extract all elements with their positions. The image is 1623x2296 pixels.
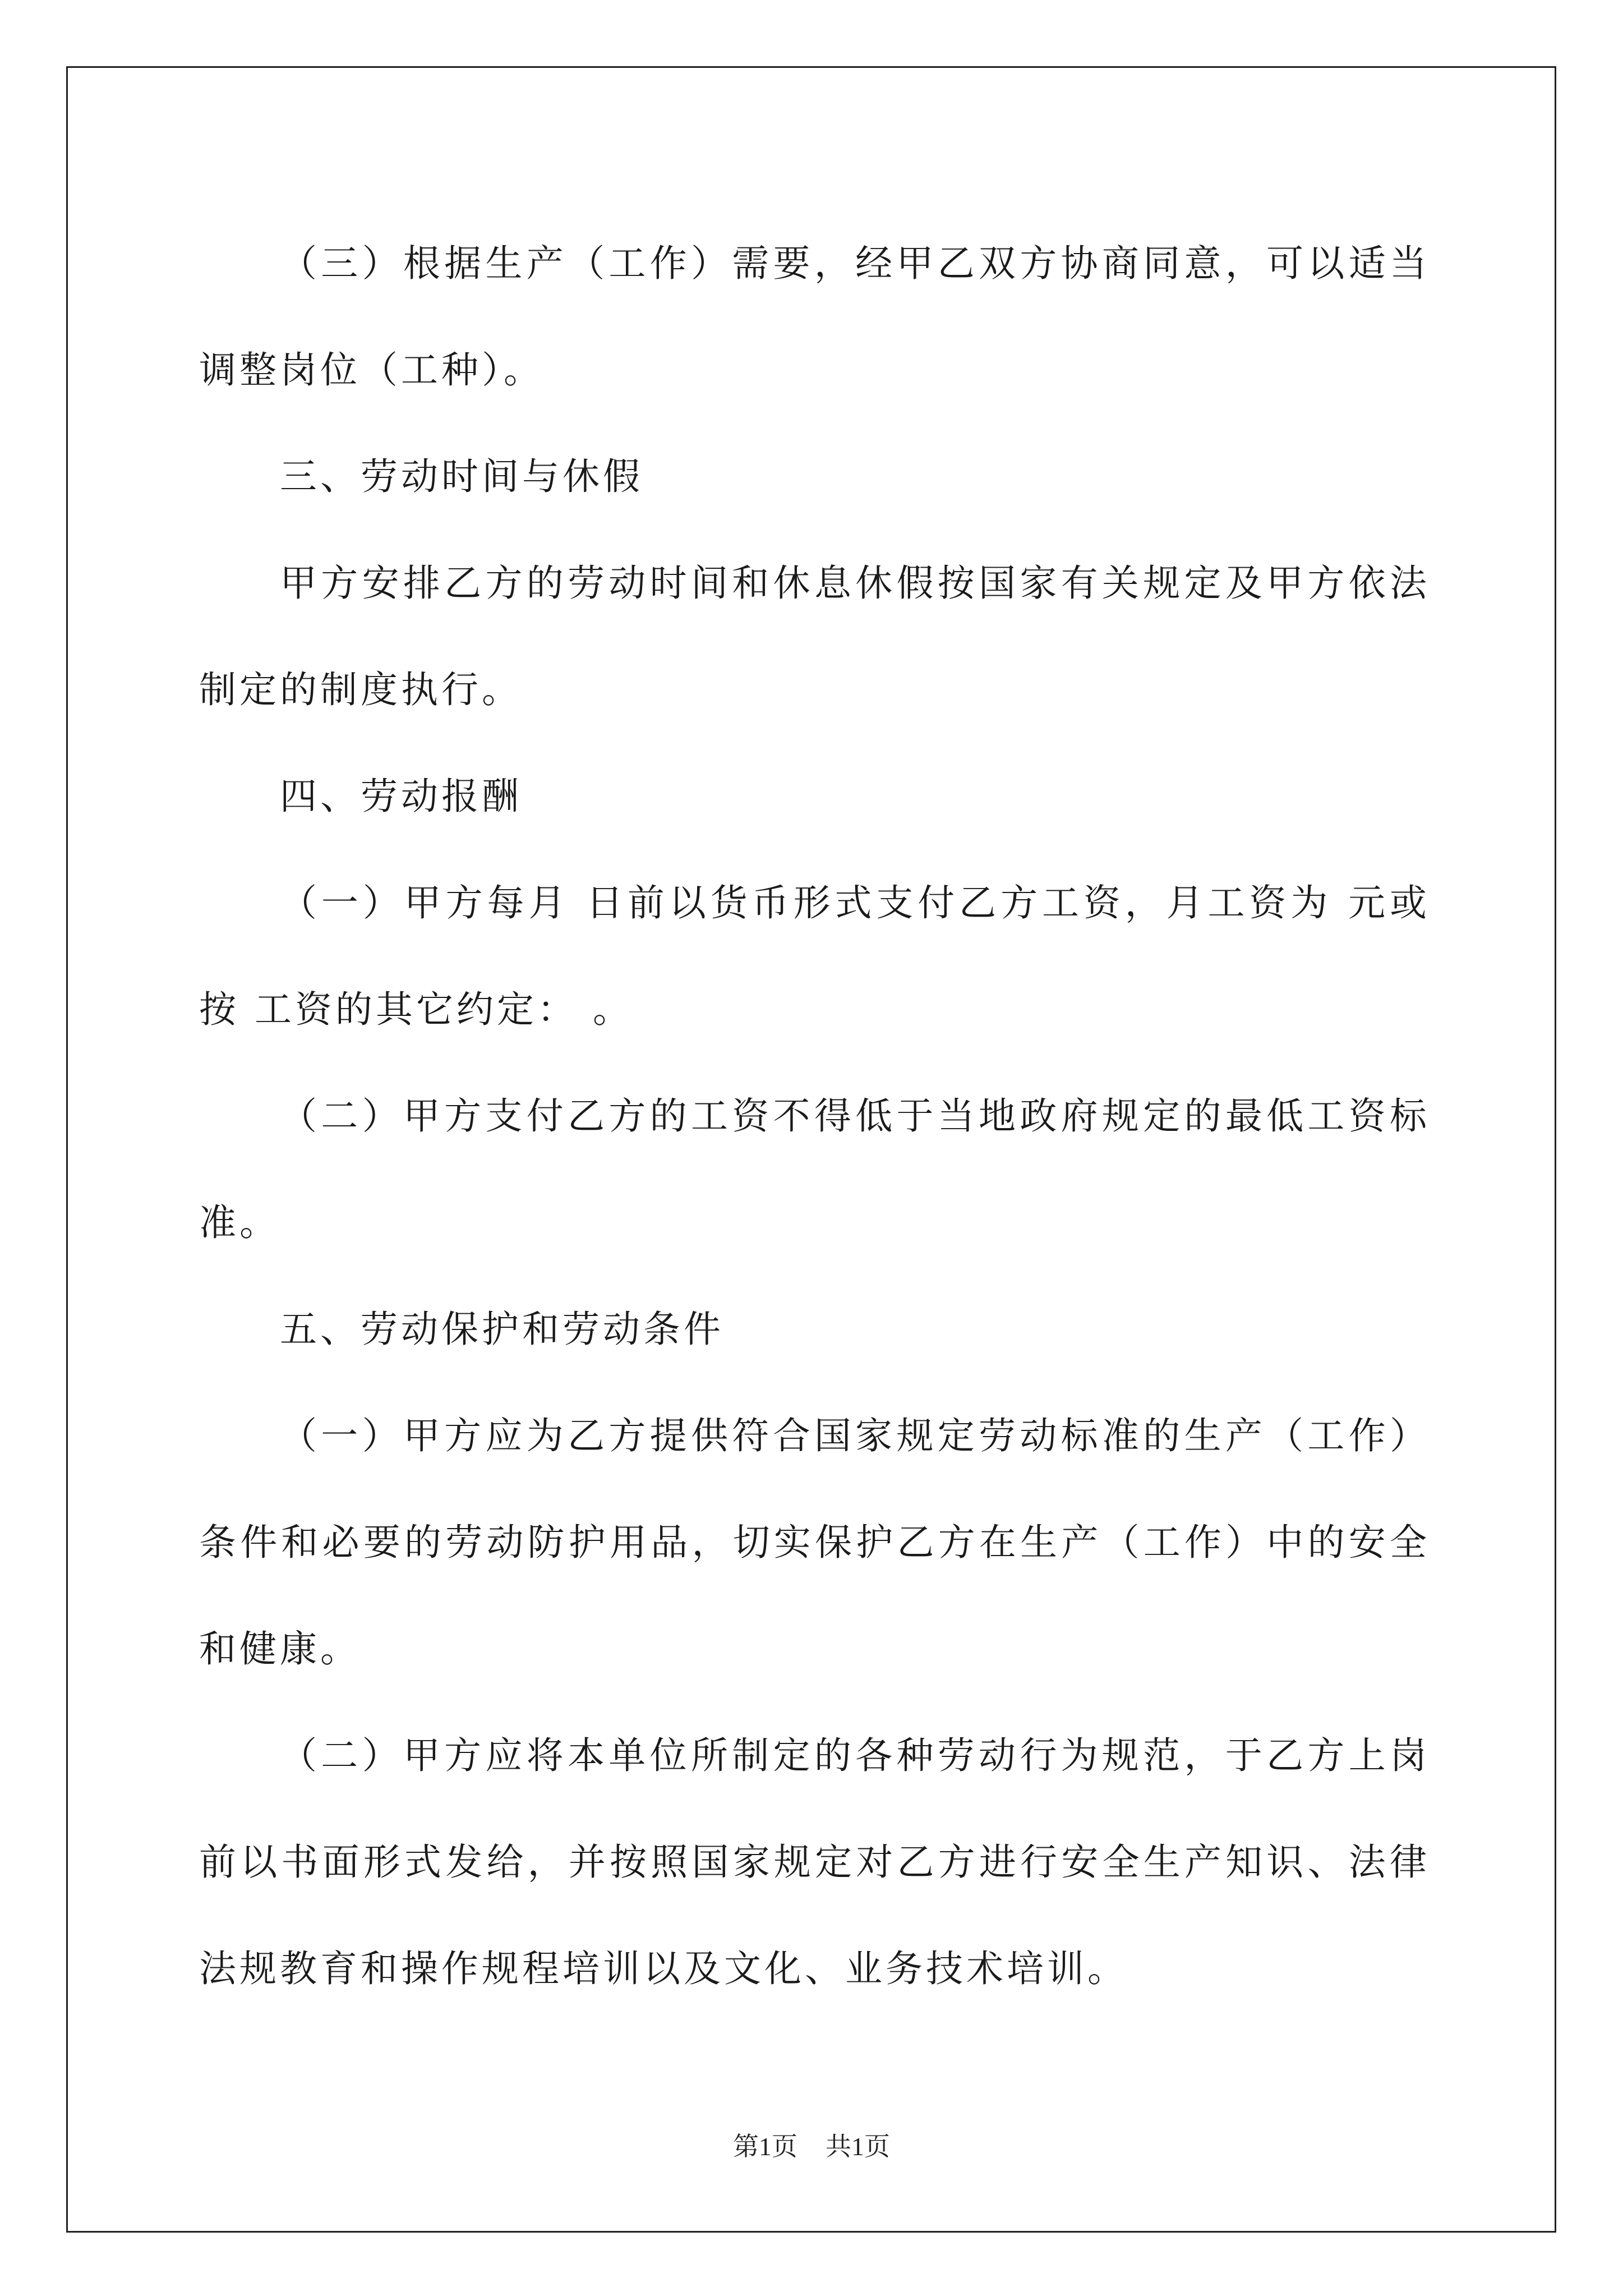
section-heading: 四、劳动报酬 [280, 775, 522, 818]
section-heading: 五、劳动保护和劳动条件 [280, 1308, 724, 1351]
paragraph: 甲方安排乙方的劳动时间和休息休假按国家有关规定及甲方依法制定的制度执行。 [199, 562, 1430, 711]
page-footer [0, 2126, 1623, 2163]
document-body [199, 210, 1430, 2022]
paragraph: （三）根据生产（工作）需要，经甲乙双方协商同意，可以适当调整岗位（工种）。 [199, 242, 1430, 392]
paragraph: （一）甲方每月 日前以货币形式支付乙方工资，月工资为 元或按 工资的其它约定： 。 [199, 881, 1430, 1031]
paragraph: （二）甲方支付乙方的工资不得低于当地政府规定的最低工资标准。 [199, 1094, 1430, 1244]
page-total: 共1页 [826, 2132, 890, 2161]
paragraph: （二）甲方应将本单位所制定的各种劳动行为规范，于乙方上岗前以书面形式发给，并按照国家规定对乙方进行安全生产知识、法律法规教育和操作规程培训以及文化、业务技术培训。 [199, 1734, 1430, 1990]
section-heading: 三、劳动时间与休假 [280, 455, 643, 498]
page-number: 第1页 [733, 2132, 797, 2161]
paragraph: （一）甲方应为乙方提供符合国家规定劳动标准的生产（工作）条件和必要的劳动防护用品，切实保护乙方在生产（工作）中的安全和健康。 [199, 1414, 1430, 1671]
